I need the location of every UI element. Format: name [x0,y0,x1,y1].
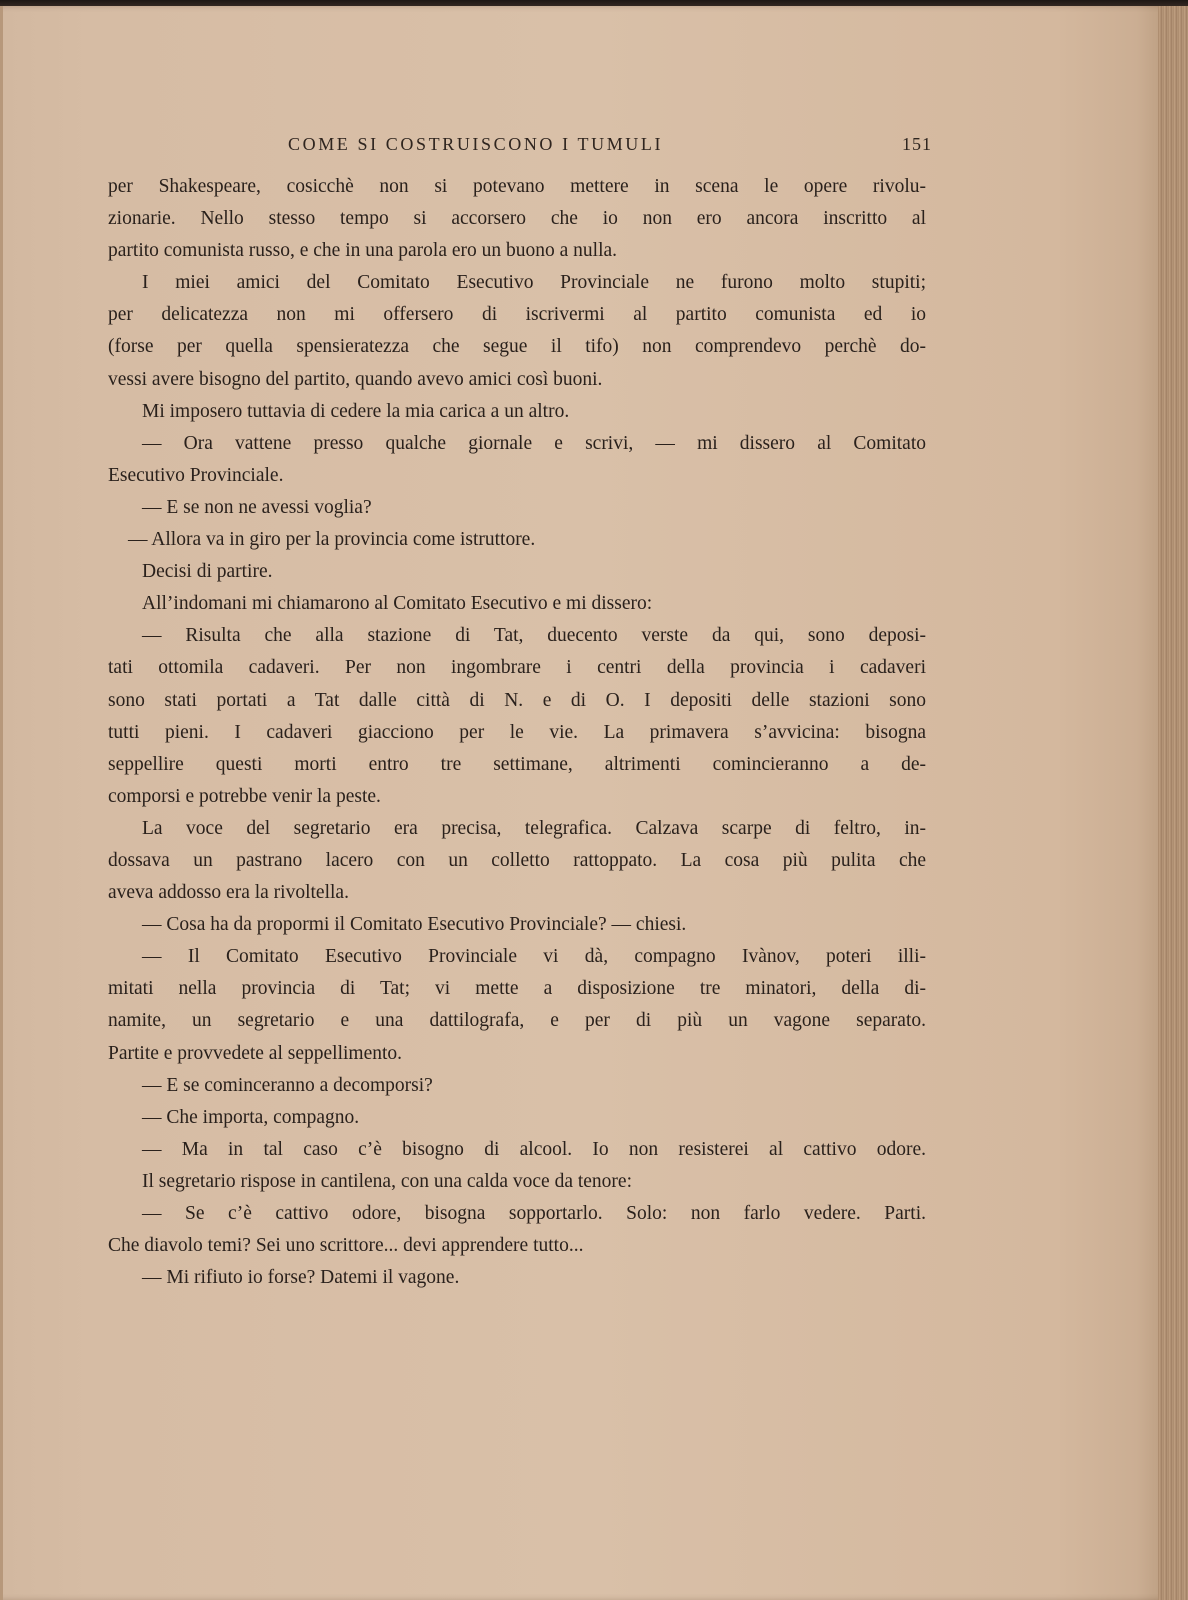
text-line: Partite e provvedete al seppellimento. [108,1042,403,1064]
text-line: zionarie. Nello stesso tempo si accorsero che io non ero ancora inscritto al [108,208,926,230]
text-line: — Ma in tal caso c’è bisogno di alcool. Io non resisterei al cattivo odore. [142,1138,926,1160]
text-line: dossava un pastrano lacero con un colletto rattoppato. La cosa più pulita che [108,849,926,871]
running-title: COME SI COSTRUISCONO I TUMULI [288,134,664,154]
text-line: tati ottomila cadaveri. Per non ingombrare i centri della provincia i cadaveri [108,657,926,679]
running-head [108,134,932,158]
text-line: tutti pieni. I cadaveri giacciono per le vie. La primavera s’avvicina: bisogna [108,721,926,743]
text-line: vessi avere bisogno del partito, quando avevo amici così buoni. [108,368,603,390]
text-line: Il segretario rispose in cantilena, con una calda voce da tenore: [142,1170,632,1192]
body-text [108,171,926,1294]
text-line: sono stati portati a Tat dalle città di N. e di O. I depositi delle stazioni sono [108,689,926,711]
text-line: per Shakespeare, cosicchè non si potevano mettere in scena le opere rivolu- [108,176,926,197]
text-line: comporsi e potrebbe venir la peste. [108,785,381,807]
text-line: — Ora vattene presso qualche giornale e scrivi, — mi dissero al Comitato [142,432,926,454]
page-left-edge [0,6,3,1600]
page-right-edge-stack [1158,6,1188,1600]
text-line: I miei amici del Comitato Esecutivo Provinciale ne furono molto stupiti; [142,272,926,294]
page-number: 151 [902,134,932,154]
text-line: — E se non ne avessi voglia? [142,496,372,518]
text-line: — Risulta che alla stazione di Tat, duecento verste da qui, sono deposi- [142,625,926,647]
text-line: (forse per quella spensieratezza che segue il tifo) non comprendevo perchè do- [108,336,926,358]
text-line: per delicatezza non mi offersero di iscrivermi al partito comunista ed io [108,304,926,326]
text-line: — Il Comitato Esecutivo Provinciale vi dà, compagno Ivànov, poteri illi- [142,946,926,968]
text-line: seppellire questi morti entro tre settimane, altrimenti comincieranno a de- [108,753,926,775]
text-line: All’indomani mi chiamarono al Comitato Esecutivo e mi dissero: [142,593,653,615]
text-line: Decisi di partire. [142,561,273,583]
text-line: La voce del segretario era precisa, telegrafica. Calzava scarpe di feltro, in- [142,817,926,839]
text-line: namite, un segretario e una dattilografa, e per di più un vagone separato. [108,1010,926,1032]
text-line: — E se cominceranno a decomporsi? [142,1074,433,1096]
text-line: — Allora va in giro per la provincia come istruttore. [128,529,536,551]
text-line: Esecutivo Provinciale. [108,464,284,486]
text-line: Mi imposero tuttavia di cedere la mia carica a un altro. [142,400,570,422]
text-line: Che diavolo temi? Sei uno scrittore... devi apprendere tutto... [108,1235,584,1257]
text-line: aveva addosso era la rivoltella. [108,882,349,904]
text-line: — Mi rifiuto io forse? Datemi il vagone. [142,1267,460,1289]
text-line: mitati nella provincia di Tat; vi mette a disposizione tre minatori, della di- [108,978,926,1000]
text-line: partito comunista russo, e che in una parola ero un buono a nulla. [108,240,618,262]
text-line: — Che importa, compagno. [142,1106,360,1128]
text-line: — Se c’è cattivo odore, bisogna sopportarlo. Solo: non farlo vedere. Parti. [142,1203,926,1224]
text-line: — Cosa ha da propormi il Comitato Esecutivo Provinciale? — chiesi. [142,914,687,936]
